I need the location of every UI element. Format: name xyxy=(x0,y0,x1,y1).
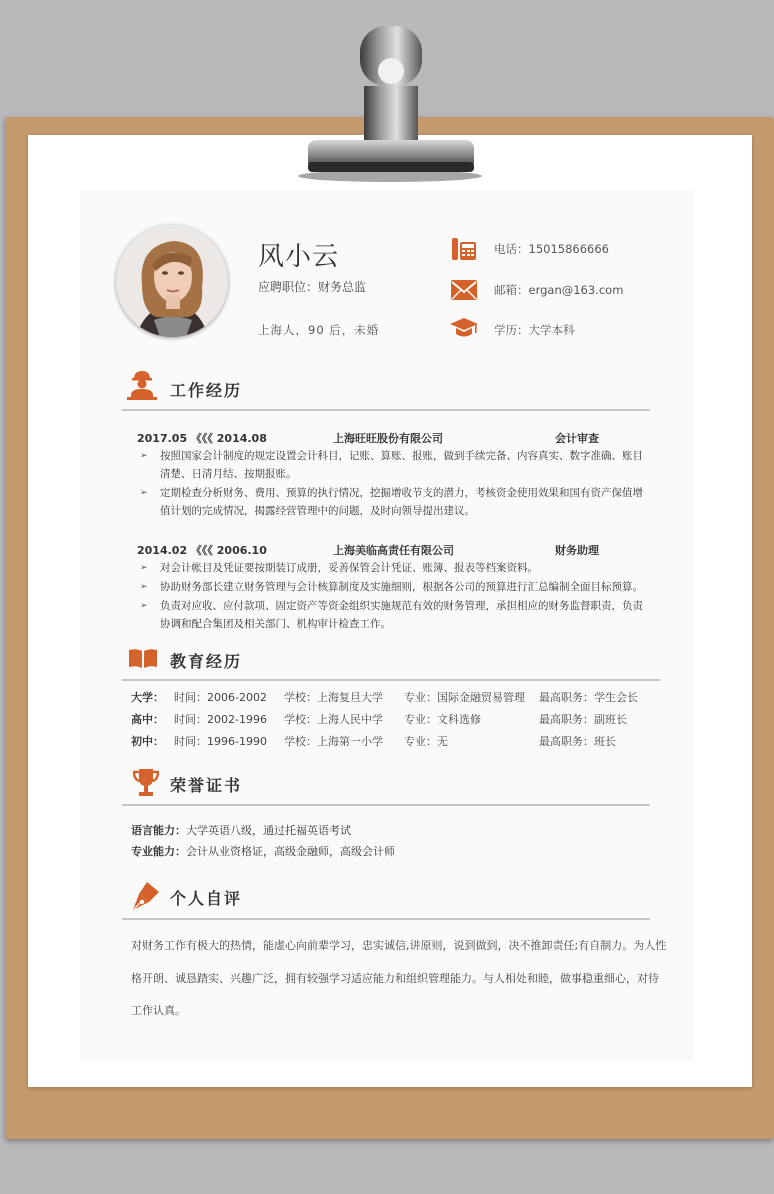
honor-2-text: 会计从业资格证，高级金融师，高级会计师 xyxy=(186,845,395,858)
envelope-icon xyxy=(451,280,477,300)
edu-2-major: 专业：文科选修 xyxy=(404,713,481,726)
edu-2-school: 学校：上海人民中学 xyxy=(284,713,383,726)
pen-nib-icon xyxy=(133,880,161,910)
honor-2 xyxy=(131,843,395,859)
job-1-line-3: 定期检查分析财务、费用、预算的执行情况，挖掘增收节支的潜力，考核资金使用效果和国有资产保值增 xyxy=(160,487,643,499)
edu-1-level: 大学： xyxy=(131,691,164,704)
honor-1-label: 语言能力： xyxy=(131,824,186,837)
self-line-3: 工作认真。 xyxy=(131,1004,186,1017)
self-section-title: 个人自评 xyxy=(170,889,243,908)
book-icon xyxy=(129,648,157,668)
education-divider xyxy=(122,679,660,681)
phone-text: 电话：15015866666 xyxy=(494,242,609,256)
edu-3-level: 初中： xyxy=(131,735,164,748)
phone-icon xyxy=(452,236,476,262)
job-2-line-2: 协助财务部长建立财务管理与会计核算制度及实施细则，根据各公司的预算进行汇总编制全面目标预算。 xyxy=(160,581,643,593)
job-2-company: 上海美临高责任有限公司 xyxy=(333,544,454,557)
job-1-line-4: 值计划的完成情况，揭露经营管理中的问题，及时向领导提出建议。 xyxy=(160,505,475,517)
bullet-arrow-icon: ➢ xyxy=(140,563,148,573)
worker-icon xyxy=(127,369,157,401)
honor-2-label: 专业能力： xyxy=(131,845,186,858)
job-2-line-3: 负责对应收、应付款项、固定资产等资金组织实施规范有效的财务管理，承担相应的财务监督职责，负责 xyxy=(160,600,643,612)
edu-3-major: 专业：无 xyxy=(404,735,448,748)
bullet-arrow-icon: ➢ xyxy=(140,488,148,498)
honor-1-text: 大学英语八级，通过托福英语考试 xyxy=(186,824,351,837)
job-2-role: 财务助理 xyxy=(555,544,599,557)
edu-3-school: 学校：上海第一小学 xyxy=(284,735,383,748)
edu-1-time: 时间：2006-2002 xyxy=(174,691,267,704)
edu-1-duty: 最高职务：学生会长 xyxy=(539,691,638,704)
trophy-icon xyxy=(133,768,159,798)
honors-section-title: 荣誉证书 xyxy=(170,776,243,795)
education-section-title: 教育经历 xyxy=(170,652,243,671)
bullet-arrow-icon: ➢ xyxy=(140,601,148,611)
edu-1-school: 学校：上海复旦大学 xyxy=(284,691,383,704)
job-2-period: 2014.02 《《《 2006.10 xyxy=(137,544,267,557)
applied-position: 应聘职位：财务总监 xyxy=(258,280,367,294)
edu-2-time: 时间：2002-1996 xyxy=(174,713,267,726)
job-1-company: 上海旺旺股份有限公司 xyxy=(333,432,443,445)
work-section-title: 工作经历 xyxy=(170,381,243,400)
job-1-period: 2017.05 《《《 2014.08 xyxy=(137,432,267,445)
self-line-1: 对财务工作有极大的热情，能虚心向前辈学习，忠实诚信,讲原则，说到做到，决不推卸责任;有自制力。为人性 xyxy=(131,939,667,952)
bullet-arrow-icon: ➢ xyxy=(140,451,148,461)
work-divider xyxy=(122,409,650,411)
job-1-line-1: 按照国家会计制度的规定设置会计科目，记账、算账、报账，做到手续完备、内容真实、数字准确、账目 xyxy=(160,450,643,462)
avatar xyxy=(116,225,228,337)
job-2-line-1: 对会计帐目及凭证要按期装订成册，妥善保管会计凭证、账簿、报表等档案资料。 xyxy=(160,562,538,574)
self-line-2: 格开朗、诚恳踏实、兴趣广泛，拥有较强学习适应能力和组织管理能力。与人相处和睦，做事稳重细心，对待 xyxy=(131,972,659,985)
binder-clip-icon xyxy=(290,26,490,186)
honors-divider xyxy=(122,804,650,806)
candidate-name: 风小云 xyxy=(258,242,340,272)
edu-1-major: 专业：国际金融贸易管理 xyxy=(404,691,525,704)
education-level-text: 学历：大学本科 xyxy=(494,323,575,337)
self-divider xyxy=(122,918,650,920)
edu-3-duty: 最高职务：班长 xyxy=(539,735,616,748)
edu-3-time: 时间：1996-1990 xyxy=(174,735,267,748)
bullet-arrow-icon: ➢ xyxy=(140,582,148,592)
honor-1 xyxy=(131,822,351,838)
job-2-line-4: 协调和配合集团及相关部门、机构审计检查工作。 xyxy=(160,618,391,630)
edu-2-duty: 最高职务：副班长 xyxy=(539,713,627,726)
edu-2-level: 高中： xyxy=(131,713,164,726)
job-1-line-2: 清楚、日清月结、按期报账。 xyxy=(160,468,297,480)
basic-info: 上海人，90 后，未婚 xyxy=(258,323,380,337)
job-1-role: 会计审查 xyxy=(555,432,599,445)
email-text: 邮箱：ergan@163.com xyxy=(494,283,624,297)
graduation-cap-icon xyxy=(450,318,478,338)
